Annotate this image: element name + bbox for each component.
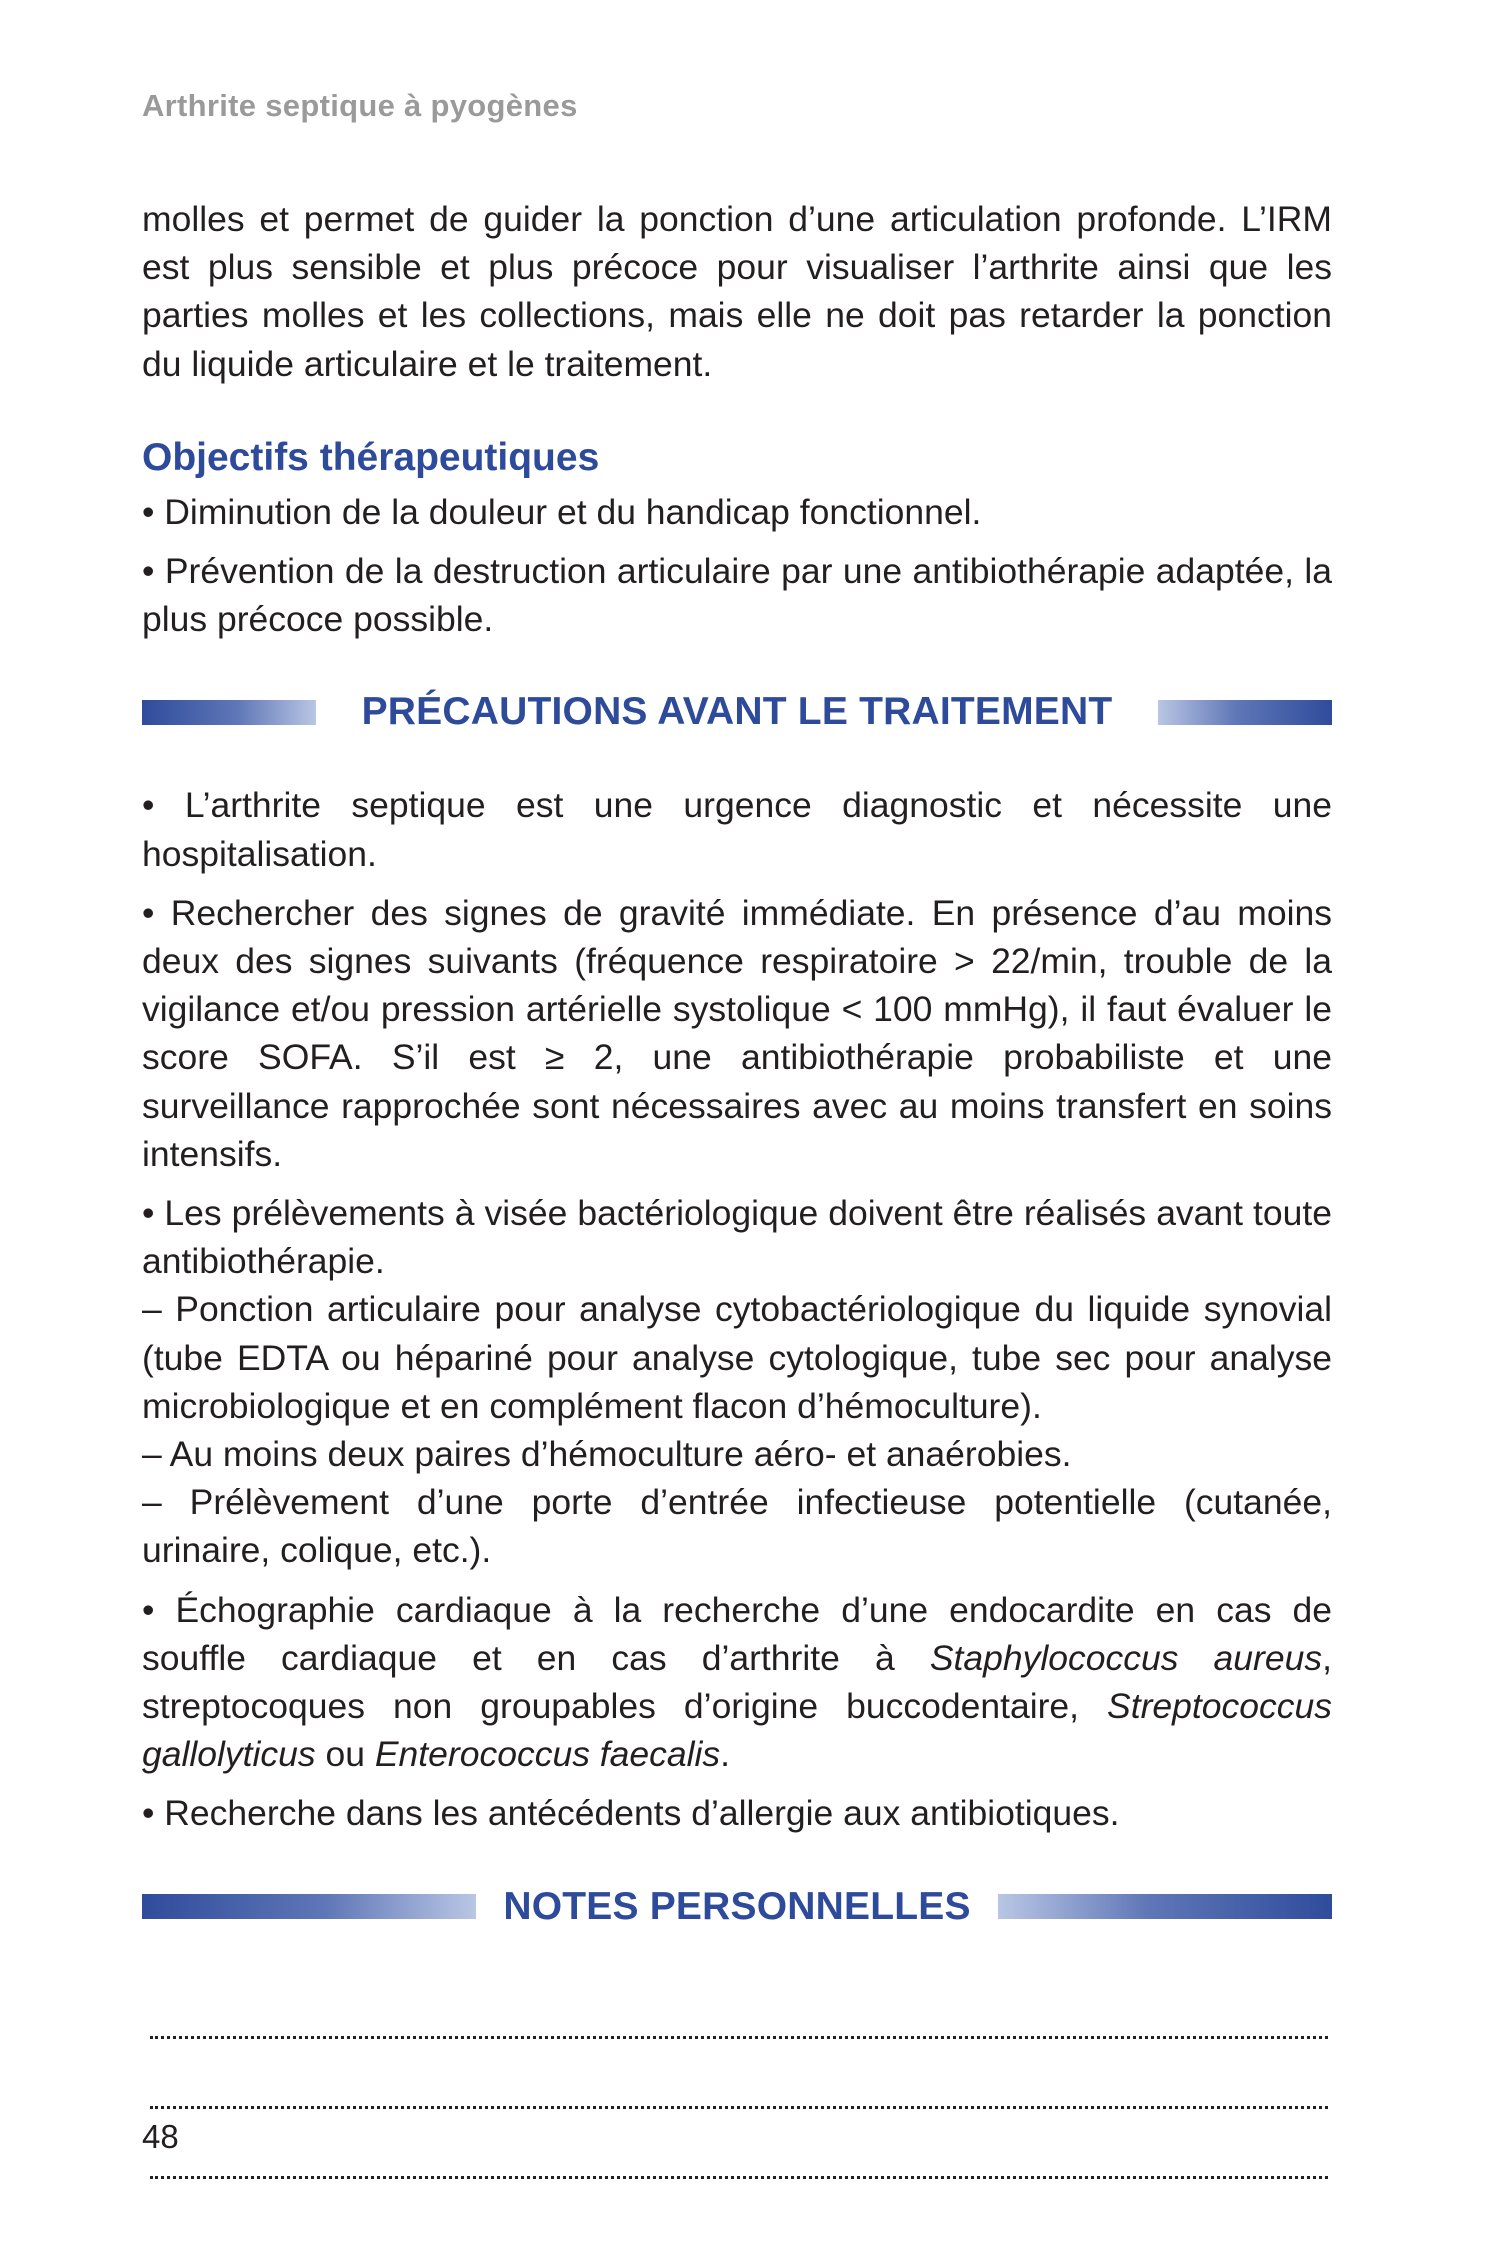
notes-banner xyxy=(142,1882,1332,1932)
species-name: Streptococcus gallolyticus xyxy=(142,1686,1332,1775)
intro-paragraph: molles et permet de guider la ponction d’une articulation profonde. L’IRM est plus sensible et plus précoce pour visualiser l’arthrite ainsi que les parties molles et les collections, mais elle ne doit pas retarder la ponction du liquide articulaire et le traitement. xyxy=(142,199,1332,384)
precaution-item: • Recherche dans les antécédents d’allergie aux antibiotiques. xyxy=(142,1793,1120,1834)
precaution-item: • L’arthrite septique est une urgence diagnostic et nécessite une hospitalisation. xyxy=(142,785,1332,874)
precaution-subitem: – Prélèvement d’une porte d’entrée infectieuse potentielle (cutanée, urinaire, colique, etc.). xyxy=(142,1482,1332,1571)
objective-item: • Prévention de la destruction articulaire par une antibiothérapie adaptée, la plus précoce possible. xyxy=(142,551,1332,640)
precautions-heading: PRÉCAUTIONS AVANT LE TRAITEMENT xyxy=(361,690,1113,734)
precaution-item: • Rechercher des signes de gravité immédiate. En présence d’au moins deux des signes suivants (fréquence respiratoire > 22/min, trouble de la vigilance et/ou pression artérielle systolique < 100 mmHg), il faut évaluer le score SOFA. S’il est ≥ 2, une antibiothérapie probabiliste et une surveillance rapprochée sont nécessaires avec au moins transfert en soins intensifs. xyxy=(142,892,1332,1174)
banner-bar-left xyxy=(142,700,316,725)
page-number: 48 xyxy=(142,2118,179,2155)
notes-heading: NOTES PERSONNELLES xyxy=(503,1884,971,1928)
precaution-subitem: – Ponction articulaire pour analyse cytobactériologique du liquide synovial (tube EDTA ou hépariné pour analyse cytologique, tube sec pour analyse microbiologique et en complément flacon d’hémoculture). xyxy=(142,1289,1332,1426)
objective-item: • Diminution de la douleur et du handicap fonctionnel. xyxy=(142,491,982,532)
item-text: . xyxy=(720,1734,731,1775)
species-name: Staphylococcus aureus xyxy=(929,1637,1323,1678)
precaution-subitem: – Au moins deux paires d’hémoculture aéro- et anaérobies. xyxy=(142,1434,1072,1475)
species-name: Enterococcus faecalis xyxy=(374,1734,721,1775)
objectives-heading: Objectifs thérapeutiques xyxy=(142,435,600,479)
banner-bar-right xyxy=(998,1894,1332,1919)
precaution-item xyxy=(142,1189,1332,1575)
precautions-banner xyxy=(142,687,1332,737)
notes-dotted-line[interactable] xyxy=(150,2116,1328,2179)
precaution-item xyxy=(142,1586,1332,1779)
main-content xyxy=(142,195,1332,2179)
notes-dotted-line[interactable] xyxy=(150,1976,1328,2039)
precaution-item-line: • Les prélèvements à visée bactériologique doivent être réalisés avant toute antibiothérapie. xyxy=(142,1193,1332,1282)
item-text: ou xyxy=(315,1734,375,1775)
item-text: , streptocoques non groupables d’origine buccodentaire, xyxy=(142,1637,1332,1727)
banner-bar-left xyxy=(142,1894,476,1919)
notes-dotted-line[interactable] xyxy=(150,2046,1328,2109)
running-head: Arthrite septique à pyogènes xyxy=(142,88,578,123)
banner-bar-right xyxy=(1158,700,1332,725)
item-text: • Échographie cardiaque à la recherche d’une endocardite en cas de souffle cardiaque et en cas d’arthrite à xyxy=(142,1589,1332,1678)
